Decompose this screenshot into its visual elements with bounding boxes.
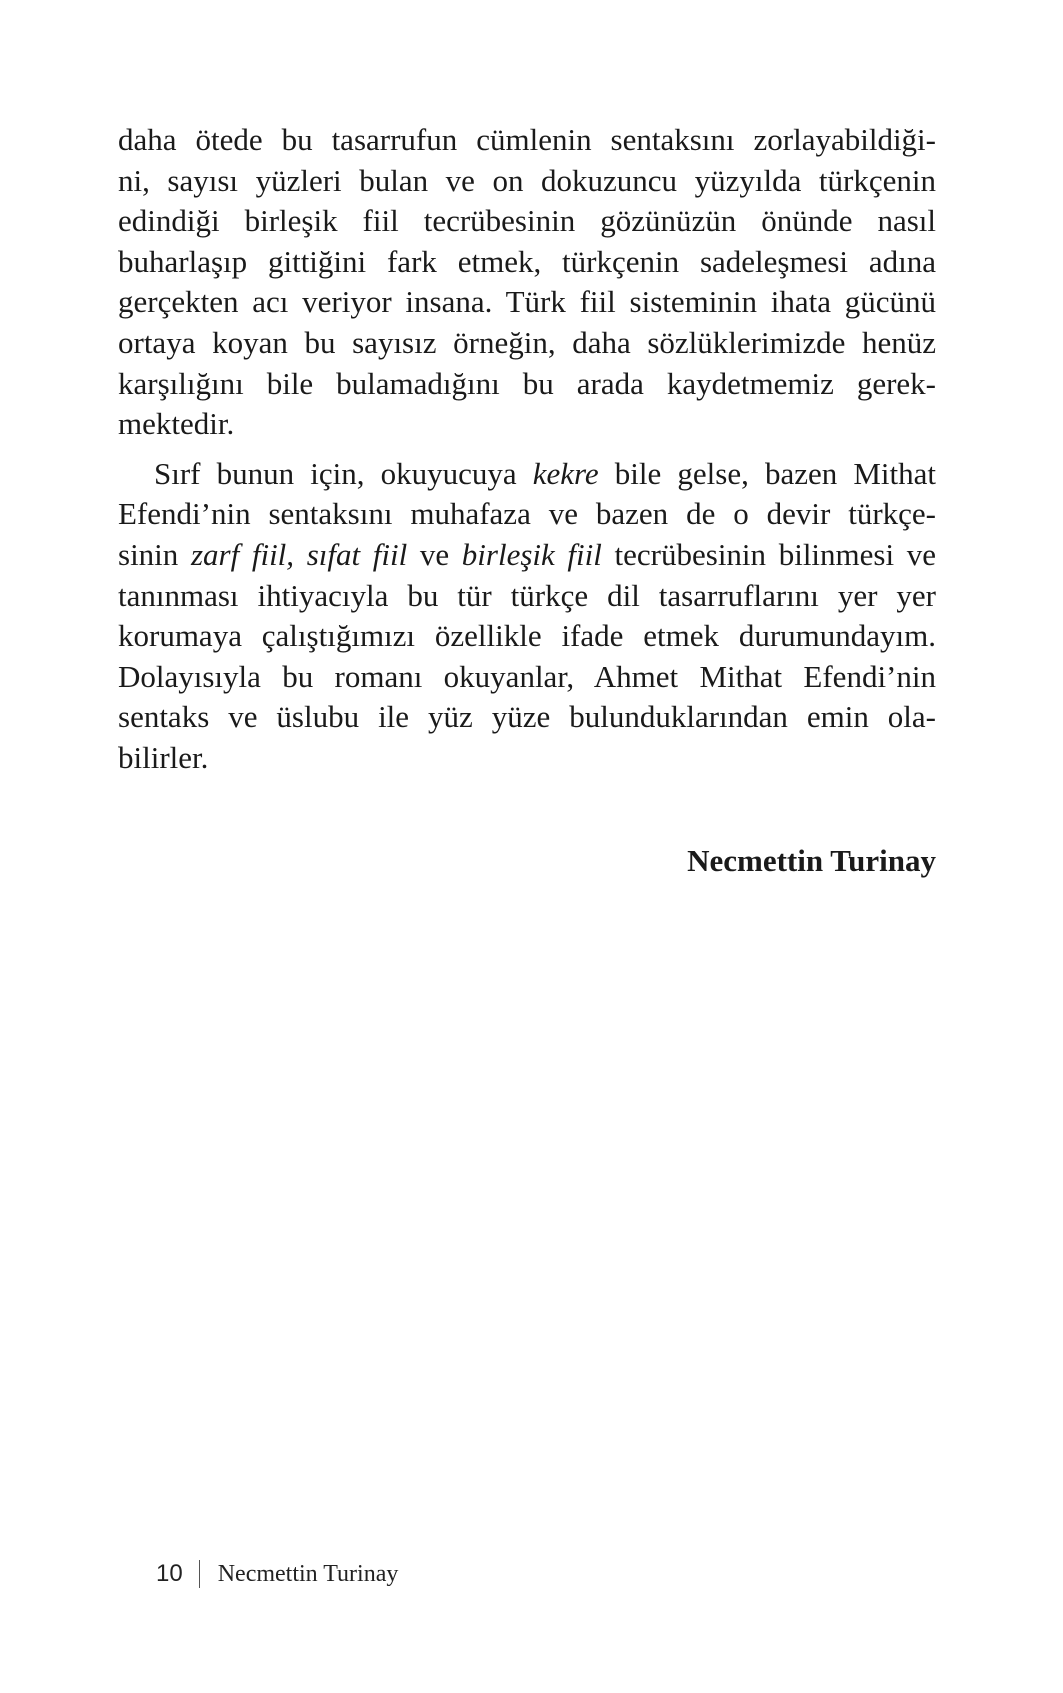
page-footer (156, 1556, 398, 1592)
p1-line-7: karşılığını bile bulamadığını bu arada kaydetmemiz gerek- (118, 365, 936, 401)
p1-line-6: ortaya koyan bu sayısız örneğin, daha sözlüklerimizde henüz (118, 324, 936, 360)
p1-line-8: mektedir. (118, 406, 235, 442)
p2-line-1 (118, 454, 936, 495)
p2-line-5: korumaya çalıştığımızı özellikle ifade etmek durumundayım. (118, 618, 936, 654)
p2-line-3-italic-1: zarf fiil, sıfat fiil (190, 536, 408, 572)
footer-divider (199, 1560, 200, 1588)
p2-line-1-text-a: Sırf bunun için, okuyucuya (154, 455, 533, 491)
p2-line-3-text-a: sinin (118, 536, 191, 572)
p1-line-3: edindiği birleşik fiil tecrübesinin gözünüzün önünde nasıl (118, 203, 936, 239)
page-number: 10 (156, 1560, 183, 1587)
author-signature: Necmettin Turinay (687, 843, 936, 878)
p2-line-3-text-c: tecrübesinin bilinmesi ve (601, 536, 937, 572)
p1-line-1: daha ötede bu tasarrufun cümlenin sentaksını zorlayabildiği- (118, 122, 936, 157)
p2-line-1-text-b: bile gelse, bazen Mithat (598, 455, 936, 491)
p2-line-4: tanınması ihtiyacıyla bu tür türkçe dil tasarruflarını yer yer (118, 577, 936, 613)
p2-line-3 (118, 535, 936, 576)
p2-line-2: Efendi’nin sentaksını muhafaza ve bazen de o devir türkçe- (118, 496, 936, 532)
p1-line-2: ni, sayısı yüzleri bulan ve on dokuzuncu yüzyılda türkçenin (118, 162, 936, 198)
p2-line-8: bilirler. (118, 739, 209, 775)
body-text (118, 120, 936, 779)
p2-line-3-italic-2: birleşik fiil (461, 536, 602, 572)
p1-line-5: gerçekten acı veriyor insana. Türk fiil sisteminin ihata gücünü (118, 284, 936, 320)
p2-line-6: Dolayısıyla bu romanı okuyanlar, Ahmet Mithat Efendi’nin (118, 658, 936, 694)
p1-line-4: buharlaşıp gittiğini fark etmek, türkçenin sadeleşmesi adına (118, 243, 936, 279)
p2-line-3-text-b: ve (407, 536, 462, 572)
p2-line-1-italic: kekre (532, 455, 599, 491)
p2-line-7: sentaks ve üslubu ile yüz yüze bulunduklarından emin ola- (118, 699, 936, 735)
running-head: Necmettin Turinay (217, 1560, 399, 1587)
